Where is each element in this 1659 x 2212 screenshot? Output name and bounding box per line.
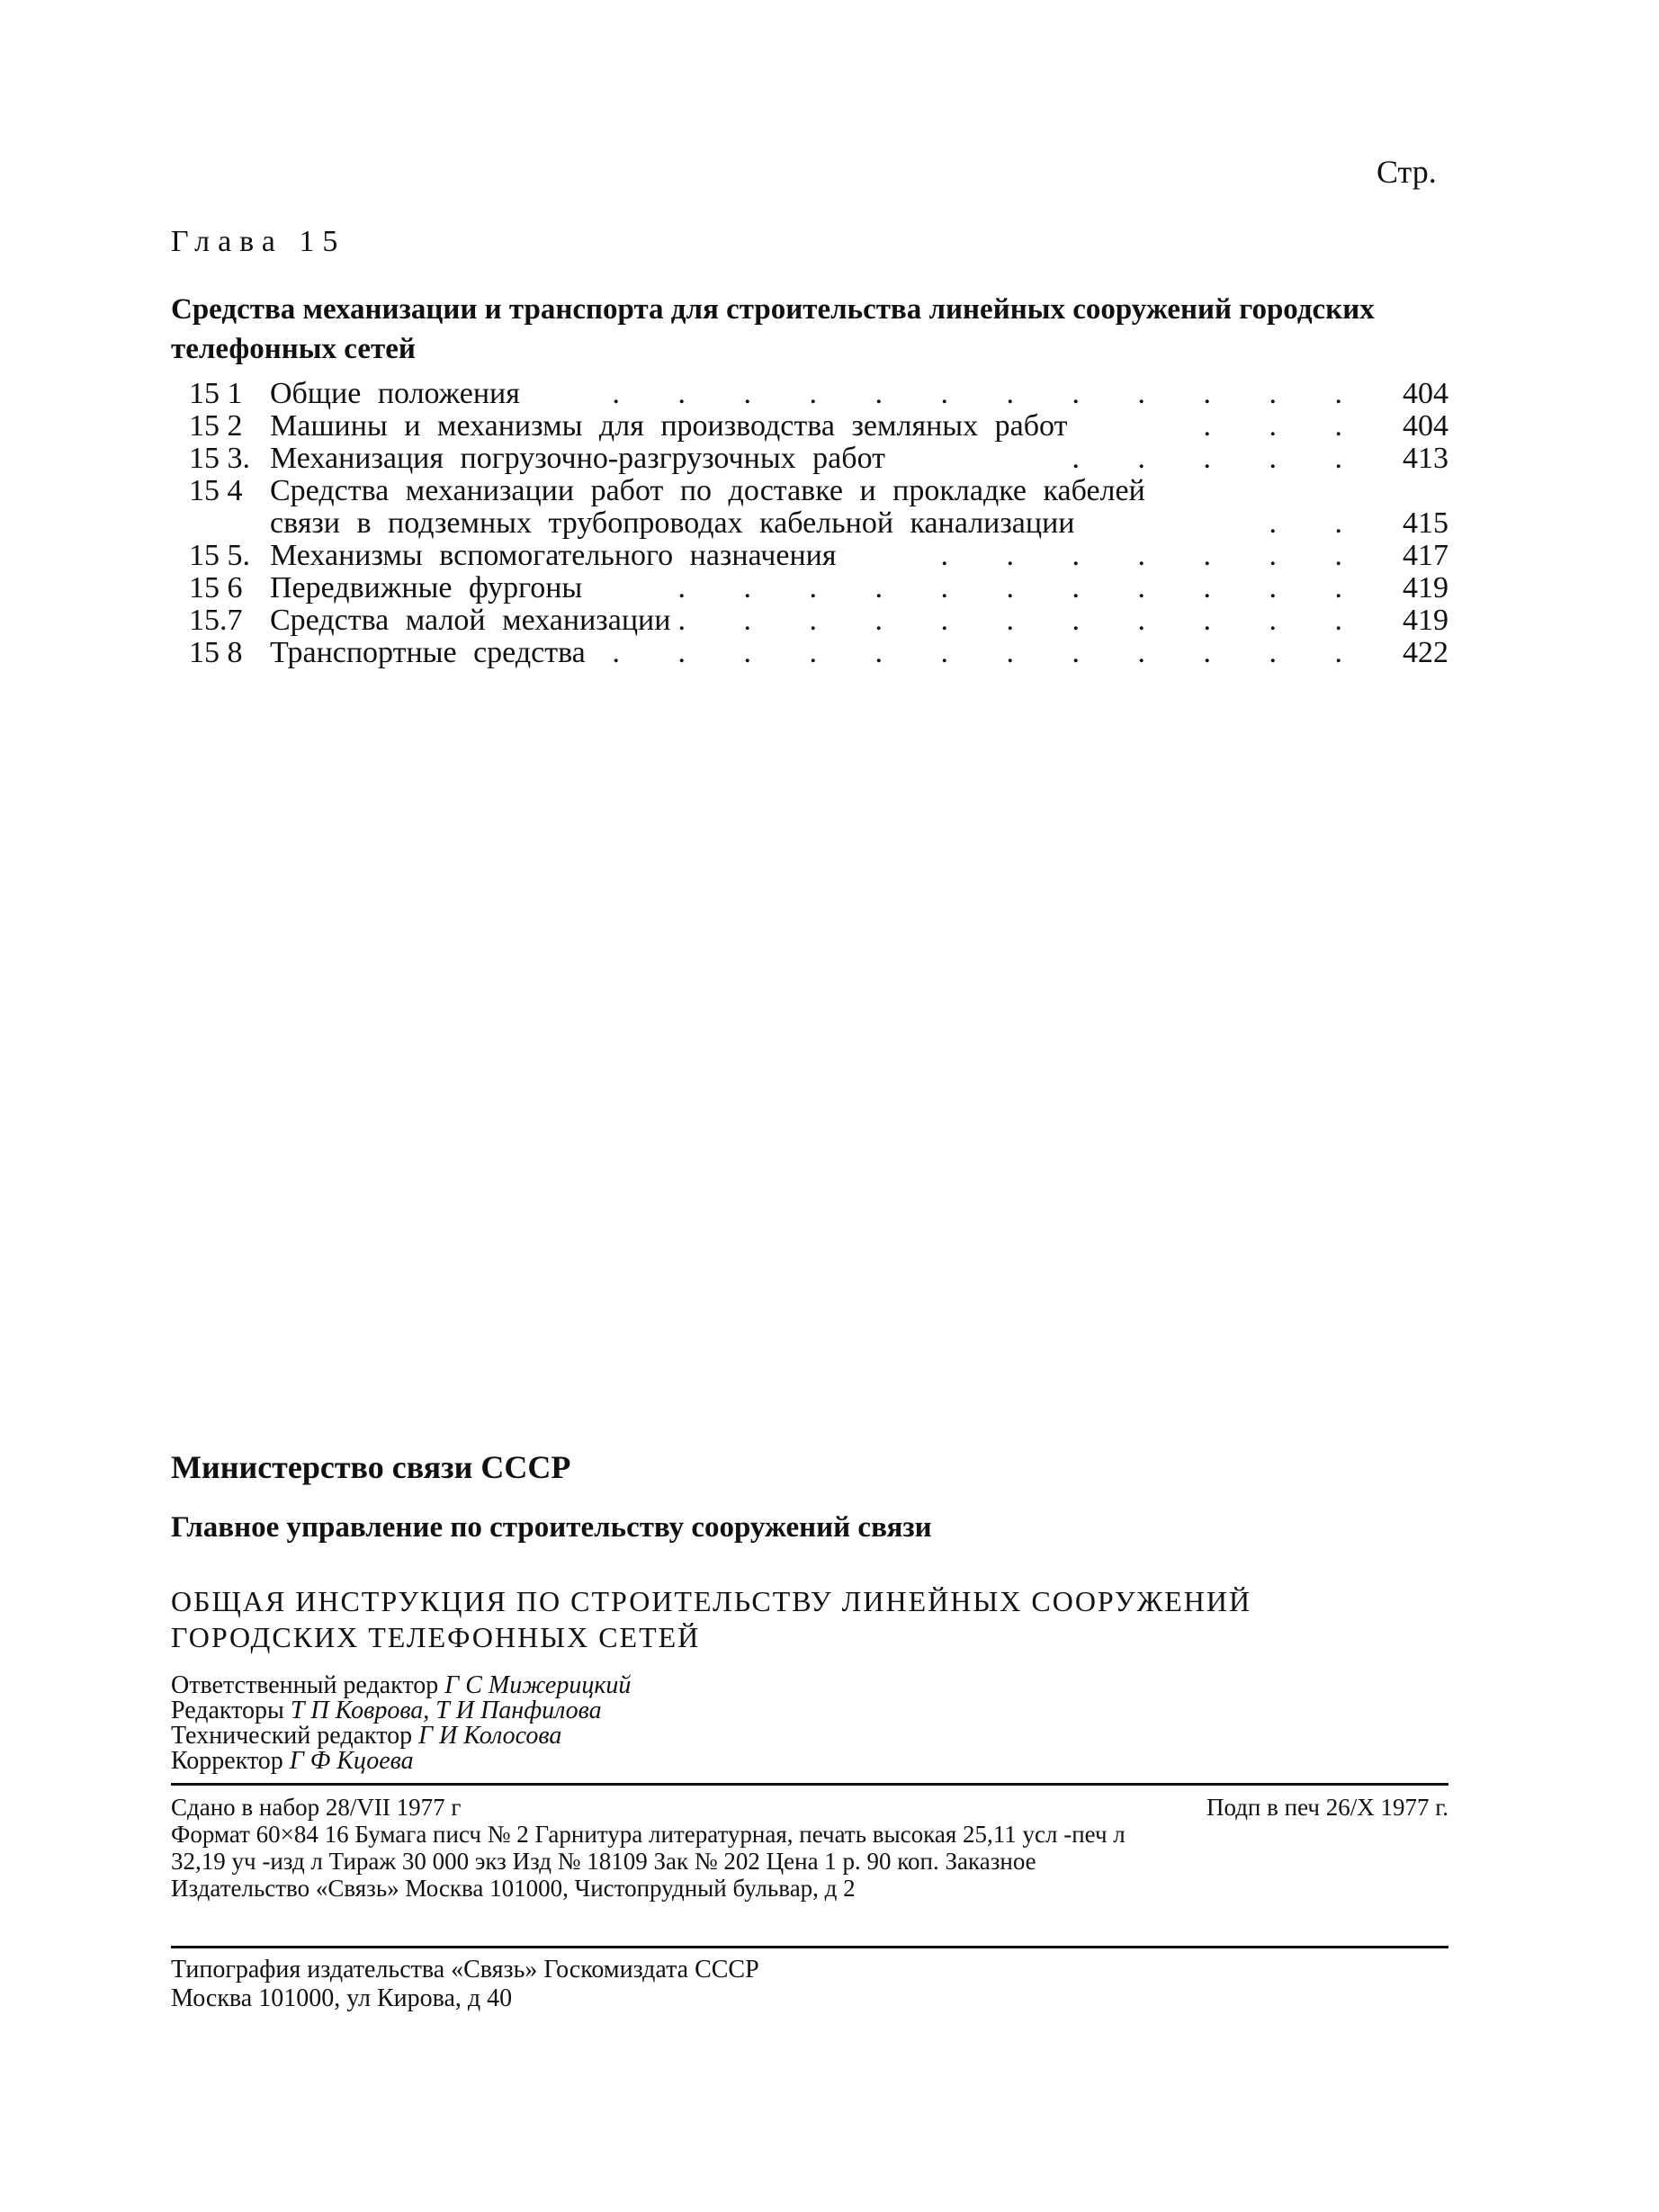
staff-name: Г С Мижерицкий [444, 1671, 632, 1699]
directorate-heading: Главное управление по строительству сооружений связи [171, 1511, 932, 1544]
print-line [171, 1794, 1448, 1821]
toc-leader-dots: . . . . . . . [940, 539, 1368, 572]
toc-entry-number: 15 6 [189, 571, 243, 604]
staff-role: Корректор [171, 1747, 283, 1775]
toc-entry-title: Транспортные средства [270, 636, 586, 669]
chapter-label: Глава 15 [171, 225, 346, 258]
toc-entry-title: Средства малой механизации [270, 604, 671, 637]
print-details [171, 1794, 1448, 1902]
toc-leader-dots: . . . . . . . . . . . [677, 604, 1368, 637]
toc-entry-page: 415 [1403, 506, 1448, 540]
toc-entry-number: 15 4 [189, 474, 243, 507]
toc-entry[interactable] [189, 637, 1448, 669]
toc-entry-title: Общие положения [270, 377, 520, 410]
toc-entry-number: 15 8 [189, 636, 243, 669]
toc-entry-page: 419 [1403, 571, 1448, 604]
toc-entry-title-continued: связи в подземных трубопроводах кабельной канализации [270, 506, 1075, 540]
staff-line [171, 1724, 631, 1749]
table-of-contents [189, 378, 1448, 669]
staff-role: Редакторы [171, 1697, 284, 1724]
divider-line [171, 1783, 1448, 1786]
toc-entry-title: Механизмы вспомогательного назначения [270, 539, 837, 572]
page-column-label: Стр. [1377, 154, 1437, 190]
toc-entry-title: Машины и механизмы для производства земляных работ [270, 409, 1068, 443]
toc-entry[interactable] [189, 572, 1448, 604]
printing-house [171, 1956, 759, 2013]
toc-leader-dots: . . . . . . . . . . . . [612, 377, 1368, 410]
staff-role: Технический редактор [171, 1722, 413, 1750]
toc-entry-page: 417 [1403, 539, 1448, 572]
document-title: ОБЩАЯ ИНСТРУКЦИЯ ПО СТРОИТЕЛЬСТВУ ЛИНЕЙНЫХ СООРУЖЕНИЙ ГОРОДСКИХ ТЕЛЕФОННЫХ СЕТЕЙ [171, 1585, 1252, 1653]
toc-leader-dots: . . [1269, 506, 1368, 540]
printing-house-address: Москва 101000, ул Кирова, д 40 [171, 1984, 513, 2012]
print-line: 32,19 уч -изд л Тираж 30 000 экз Изд № 18109 Зак № 202 Цена 1 р. 90 коп. Заказное [171, 1848, 1036, 1875]
print-line: Издательство «Связь» Москва 101000, Чистопрудный бульвар, д 2 [171, 1875, 856, 1902]
toc-entry-page: 404 [1403, 377, 1448, 410]
toc-entry[interactable] [189, 540, 1448, 572]
toc-entry-number: 15.7 [189, 604, 243, 637]
toc-leader-dots: . . . [1203, 409, 1368, 443]
toc-entry-page: 422 [1403, 636, 1448, 669]
toc-leader-dots: . . . . . . . . . . . . [612, 636, 1368, 669]
ministry-heading: Министерство связи СССР [171, 1449, 571, 1485]
toc-entry-page: 419 [1403, 604, 1448, 637]
toc-entry-title: Передвижные фургоны [270, 571, 583, 604]
divider-line [171, 1946, 1448, 1948]
toc-entry[interactable] [189, 410, 1448, 443]
staff-role: Ответственный редактор [171, 1671, 439, 1699]
toc-entry-title: Средства механизации работ по доставке и прокладке кабелей [270, 474, 1145, 507]
signed-to-print-date: Подп в печ 26/X 1977 г. [1206, 1794, 1448, 1821]
toc-entry[interactable] [189, 378, 1448, 410]
toc-entry[interactable] [189, 604, 1448, 637]
toc-entry-page: 413 [1403, 442, 1448, 475]
staff-name: Т П Коврова, Т И Панфилова [290, 1697, 602, 1724]
toc-entry-number: 15 2 [189, 409, 243, 443]
toc-leader-dots: . . . . . . . . . . . [677, 571, 1368, 604]
toc-leader-dots: . . . . . [1072, 442, 1368, 475]
editorial-staff [171, 1673, 631, 1774]
toc-entry-number: 15 3. [189, 442, 250, 475]
typeset-date: Сдано в набор 28/VII 1977 г [171, 1794, 462, 1821]
staff-name: Г Ф Кцоева [289, 1747, 414, 1775]
staff-line [171, 1673, 631, 1698]
toc-entry-title: Механизация погрузочно-разгрузочных работ [270, 442, 885, 475]
chapter-title: Средства механизации и транспорта для строительства линейных сооружений городских телефонных сетей [171, 293, 1375, 365]
print-line: Формат 60×84 16 Бумага писч № 2 Гарнитура литературная, печать высокая 25,11 усл -печ л [171, 1821, 1125, 1848]
toc-entry-number: 15 1 [189, 377, 243, 410]
toc-entry[interactable] [189, 443, 1448, 475]
staff-line [171, 1749, 631, 1774]
staff-name: Г И Колосова [418, 1722, 562, 1750]
toc-entry-page: 404 [1403, 409, 1448, 443]
printing-house-name: Типография издательства «Связь» Госкомиздата СССР [171, 1956, 759, 1984]
staff-line [171, 1698, 631, 1724]
toc-entry[interactable] [189, 475, 1448, 540]
toc-entry-number: 15 5. [189, 539, 250, 572]
